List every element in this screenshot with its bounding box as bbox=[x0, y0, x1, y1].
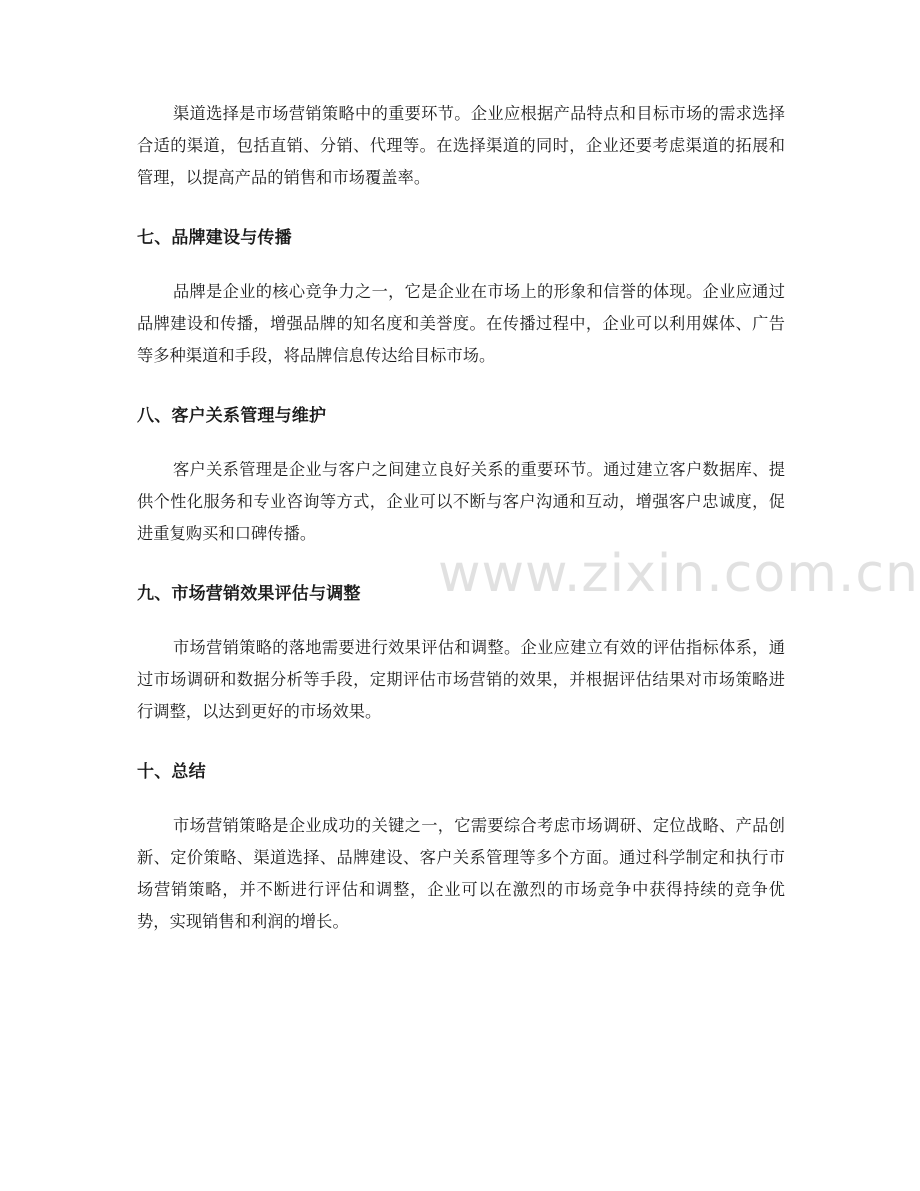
section-heading-evaluation: 九、市场营销效果评估与调整 bbox=[137, 584, 361, 604]
section-heading-crm: 八、客户关系管理与维护 bbox=[137, 406, 327, 426]
section-paragraph-summary: 市场营销策略是企业成功的关键之一，它需要综合考虑市场调研、定位战略、产品创新、定价策略、渠道选择、品牌建设、客户关系管理等多个方面。通过科学制定和执行市场营销策略，并不断进行评估和调整，企业可以在激烈的市场竞争中获得持续的竞争优势，实现销售和利润的增长。 bbox=[137, 816, 785, 931]
section-paragraph-crm: 客户关系管理是企业与客户之间建立良好关系的重要环节。通过建立客户数据库、提供个性化服务和专业咨询等方式，企业可以不断与客户沟通和互动，增强客户忠诚度，促进重复购买和口碑传播。 bbox=[137, 460, 785, 543]
section-paragraph-evaluation: 市场营销策略的落地需要进行效果评估和调整。企业应建立有效的评估指标体系，通过市场调研和数据分析等手段，定期评估市场营销的效果，并根据评估结果对市场策略进行调整，以达到更好的市场效果。 bbox=[137, 638, 785, 721]
section-paragraph-brand: 品牌是企业的核心竞争力之一，它是企业在市场上的形象和信誉的体现。企业应通过品牌建设和传播，增强品牌的知名度和美誉度。在传播过程中，企业可以利用媒体、广告等多种渠道和手段，将品牌信息传达给目标市场。 bbox=[137, 282, 785, 365]
watermark: www.zixin.com.cn bbox=[438, 544, 919, 604]
section-heading-summary: 十、总结 bbox=[137, 762, 206, 782]
document-body bbox=[137, 98, 785, 938]
intro-paragraph: 渠道选择是市场营销策略中的重要环节。企业应根据产品特点和目标市场的需求选择合适的渠道，包括直销、分销、代理等。在选择渠道的同时，企业还要考虑渠道的拓展和管理，以提高产品的销售和市场覆盖率。 bbox=[137, 104, 785, 187]
section-heading-brand: 七、品牌建设与传播 bbox=[137, 228, 292, 248]
